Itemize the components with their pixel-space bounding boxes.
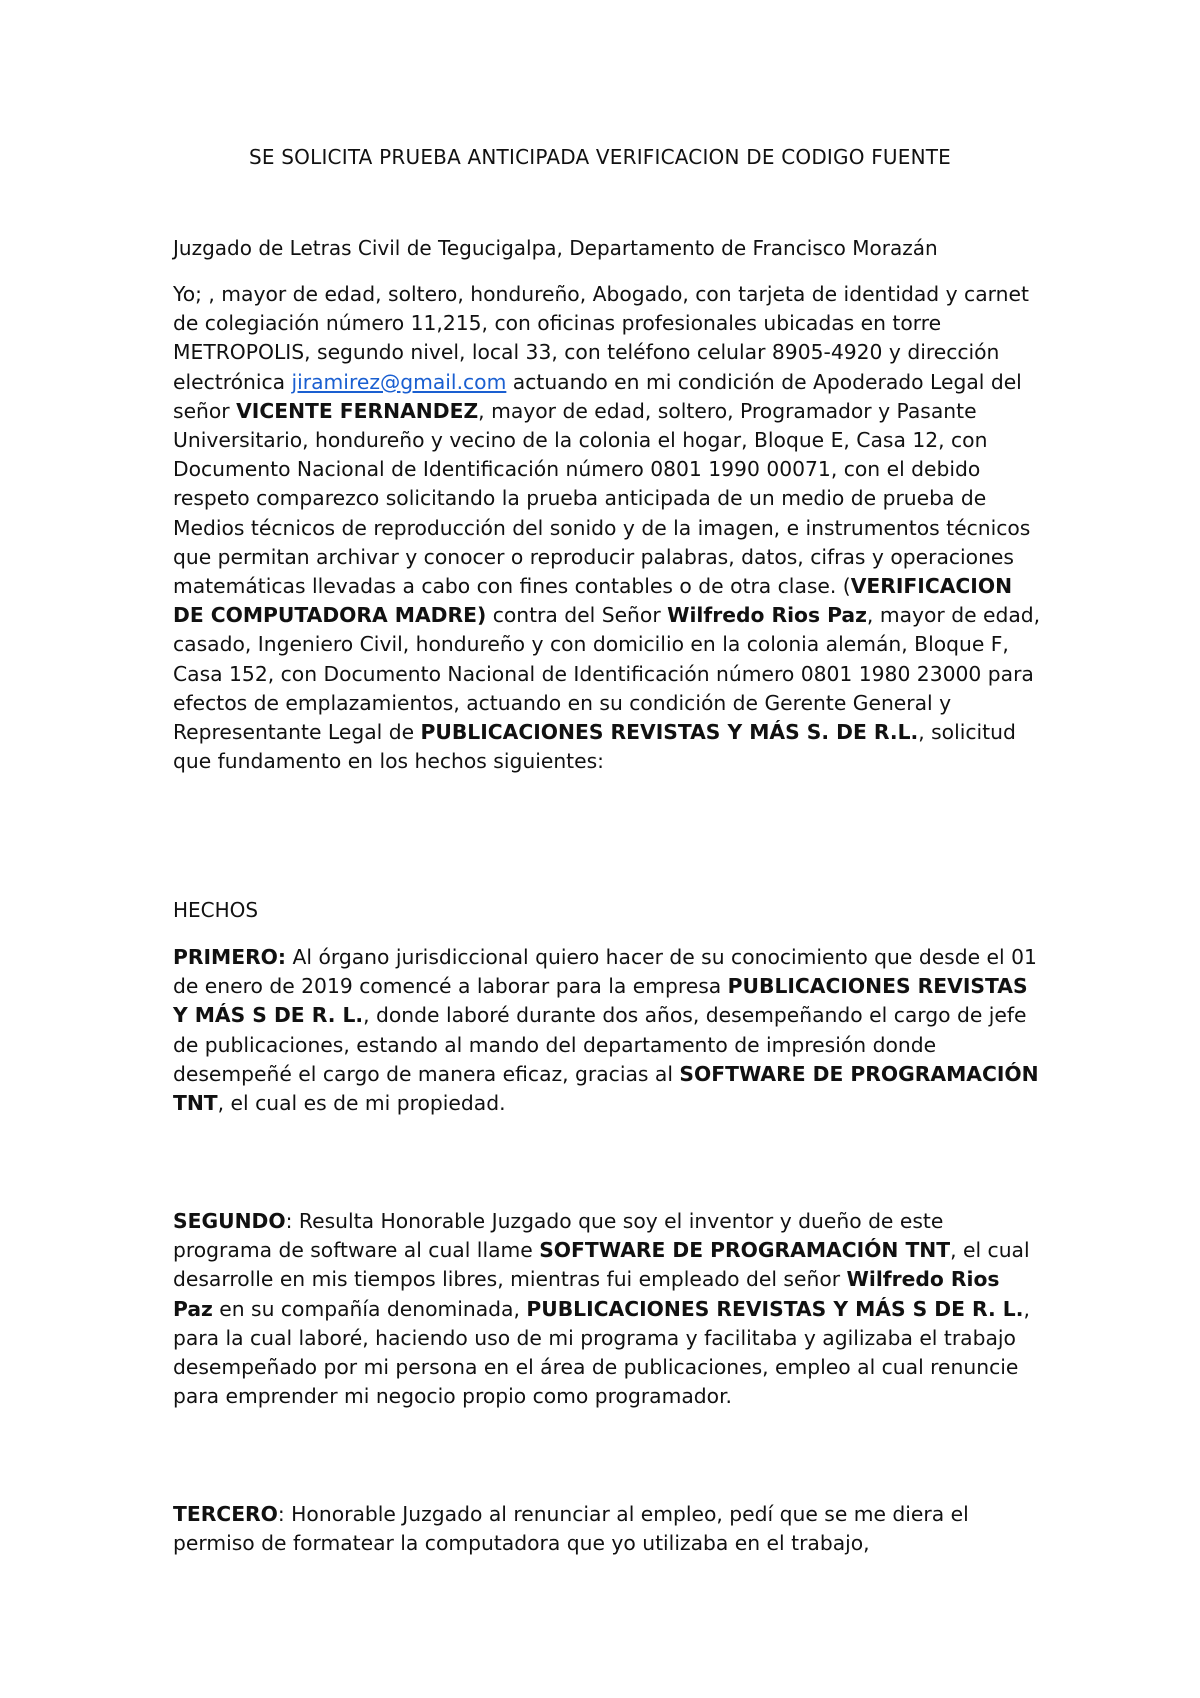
tercero-paragraph: TERCERO: Honorable Juzgado al renunciar al empleo, pedí que se me diera el permiso de formatear la computadora que yo utilizaba en el trabajo, [173,1502,969,1556]
intro-paragraph: Yo; , mayor de edad, soltero, hondureño, Abogado, con tarjeta de identidad y carnet de colegiación número 11,215, con oficinas profesionales ubicadas en torre METROPOLIS, segundo nivel, local 33, con teléfono celular 8905-4920 y dirección electrónica jiramirez@gmail.com actuando en mi condición de Apoderado Legal del señor VICENTE FERNANDEZ, mayor de edad, soltero, Programador y Pasante Universitario, hondureño y vecino de la colonia el hogar, Bloque E, Casa 12, con Documento Nacional de Identificación número 0801 1990 00071, con el debido respeto comparezco solicitando la prueba anticipada de un medio de prueba de Medios técnicos de reproducción del sonido y de la imagen, e instrumentos técnicos que permitan archivar y conocer o reproducir palabras, datos, cifras y operaciones matemáticas llevadas a cabo con fines contables o de otra clase. (VERIFICACION DE COMPUTADORA MADRE) contra del Señor Wilfredo Rios Paz, mayor de edad, casado, Ingeniero Civil, hondureño y con domicilio en la colonia alemán, Bloque F, Casa 152, con Documento Nacional de Identificación número 0801 1980 23000 para efectos de emplazamientos, actuando en su condición de Gerente General y Representante Legal de PUBLICACIONES REVISTAS Y MÁS S. DE R.L., solicitud que fundamento en los hechos siguientes: [173,282,1041,774]
hechos-heading: HECHOS [173,898,259,922]
email-link[interactable]: jiramirez@gmail.com [291,369,507,394]
segundo-paragraph: SEGUNDO: Resulta Honorable Juzgado que soy el inventor y dueño de este programa de software al cual llame SOFTWARE DE PROGRAMACIÓN TNT, el cual desarrolle en mis tiempos libres, mientras fui empleado del señor Wilfredo Rios Paz en su compañía denominada, PUBLICACIONES REVISTAS Y MÁS S DE R. L., para la cual laboré, haciendo uso de mi programa y facilitaba y agilizaba el trabajo desempeñado por mi persona en el área de publicaciones, empleo al cual renuncie para emprender mi negocio propio como programador. [173,1209,1030,1409]
tercero-label: TERCERO [173,1502,278,1526]
document-title: SE SOLICITA PRUEBA ANTICIPADA VERIFICACION DE CODIGO FUENTE [248,145,952,169]
defendant-name: Wilfredo Rios Paz [667,603,867,628]
primero-label: PRIMERO: [173,945,287,969]
court-name: Juzgado de Letras Civil de Tegucigalpa, Departamento de Francisco Morazán [173,236,938,260]
company-name: PUBLICACIONES REVISTAS Y MÁS S. DE R.L. [420,720,919,745]
verification-label: VERIFICACION DE COMPUTADORA MADRE) [173,574,1013,628]
client-name: VICENTE FERNANDEZ [236,398,479,423]
primero-paragraph: PRIMERO: Al órgano jurisdiccional quiero hacer de su conocimiento que desde el 01 de enero de 2019 comencé a laborar para la empresa PUBLICACIONES REVISTAS Y MÁS S DE R. L., donde laboré durante dos años, desempeñando el cargo de jefe de publicaciones, estando al mando del departamento de impresión donde desempeñé el cargo de manera eficaz, gracias al SOFTWARE DE PROGRAMACIÓN TNT, el cual es de mi propiedad. [173,945,1039,1116]
segundo-label: SEGUNDO [173,1209,286,1233]
